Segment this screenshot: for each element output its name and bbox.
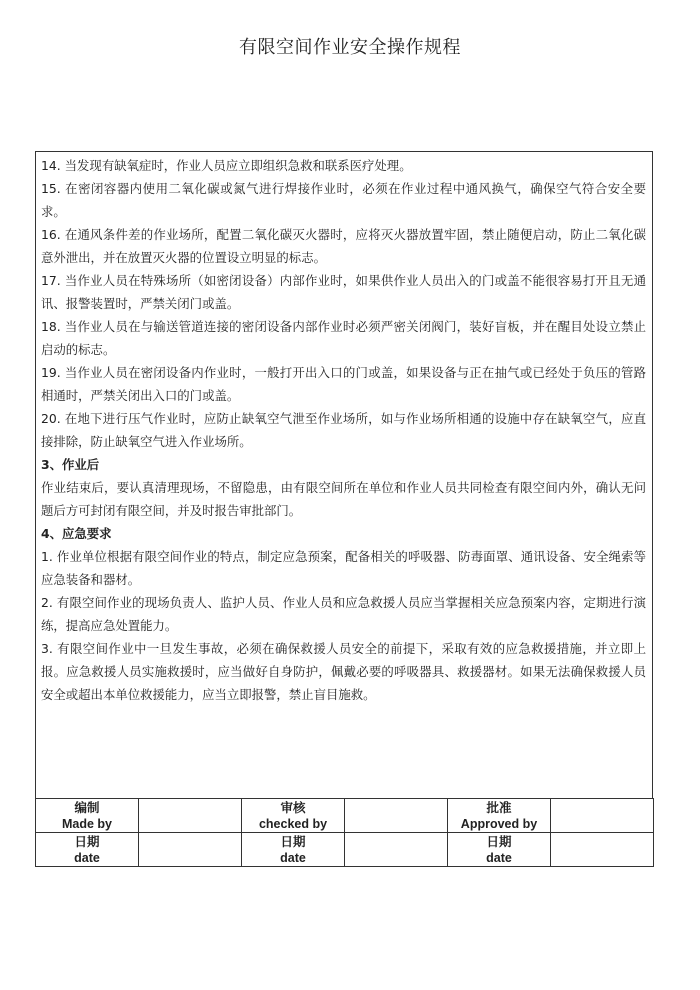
document-title: 有限空间作业安全操作规程: [239, 37, 461, 58]
made-date-field[interactable]: [139, 833, 242, 867]
section-heading-after-work: 3、作业后: [41, 457, 100, 472]
checked-by-label: 审核 checked by: [242, 799, 345, 833]
clause-17: 17. 当作业人员在特殊场所（如密闭设备）内部作业时，如果供作业人员出入的门或盖不能很容易打开且无通讯、报警装置时，严禁关闭门或盖。: [41, 273, 646, 311]
content-body: [36, 152, 652, 706]
clause-14: 14. 当发现有缺氧症时，作业人员应立即组织急救和联系医疗处理。: [41, 158, 412, 173]
checked-date-field[interactable]: [345, 833, 448, 867]
clause-19: 19. 当作业人员在密闭设备内作业时，一般打开出入口的门或盖，如果设备与正在抽气或已经处于负压的管路相通时，严禁关闭出入口的门或盖。: [41, 365, 646, 403]
signoff-row-dates: [36, 833, 654, 867]
made-by-field[interactable]: [139, 799, 242, 833]
checked-by-field[interactable]: [345, 799, 448, 833]
emergency-item-2: 2. 有限空间作业的现场负责人、监护人员、作业人员和应急救援人员应当掌握相关应急预案内容，定期进行演练，提高应急处置能力。: [41, 595, 646, 633]
made-date-label: 日期 date: [36, 833, 139, 867]
emergency-item-3: 3. 有限空间作业中一旦发生事故，必须在确保救援人员安全的前提下，采取有效的应急救援措施，并立即上报。应急救援人员实施救援时，应当做好自身防护，佩戴必要的呼吸器具、救援器材。如果无法确保救援人员安全或超出本单位救援能力，应当立即报警，禁止盲目施救。: [41, 641, 646, 702]
content-frame: [35, 151, 653, 799]
clause-20: 20. 在地下进行压气作业时，应防止缺氧空气泄至作业场所，如与作业场所相通的设施中存在缺氧空气，应直接排除，防止缺氧空气进入作业场所。: [41, 411, 646, 449]
after-work-paragraph: 作业结束后，要认真清理现场，不留隐患，由有限空间所在单位和作业人员共同检查有限空间内外，确认无问题后方可封闭有限空间，并及时报告审批部门。: [41, 480, 646, 518]
approved-by-field[interactable]: [551, 799, 654, 833]
approved-date-label: 日期 date: [448, 833, 551, 867]
approved-by-label: 批准 Approved by: [448, 799, 551, 833]
section-heading-emergency: 4、应急要求: [41, 526, 112, 541]
approved-date-field[interactable]: [551, 833, 654, 867]
signoff-table: [35, 798, 654, 867]
emergency-item-1: 1. 作业单位根据有限空间作业的特点，制定应急预案，配备相关的呼吸器、防毒面罩、通讯设备、安全绳索等应急装备和器材。: [41, 549, 646, 587]
clause-16: 16. 在通风条件差的作业场所，配置二氧化碳灭火器时，应将灭火器放置牢固，禁止随便启动，防止二氧化碳意外泄出，并在放置灭火器的位置设立明显的标志。: [41, 227, 646, 265]
made-by-label: 编制 Made by: [36, 799, 139, 833]
signoff-row-names: [36, 799, 654, 833]
checked-date-label: 日期 date: [242, 833, 345, 867]
clause-18: 18. 当作业人员在与输送管道连接的密闭设备内部作业时必须严密关闭阀门，装好盲板，并在醒目处设立禁止启动的标志。: [41, 319, 646, 357]
clause-15: 15. 在密闭容器内使用二氧化碳或氮气进行焊接作业时，必须在作业过程中通风换气，确保空气符合安全要求。: [41, 181, 646, 219]
